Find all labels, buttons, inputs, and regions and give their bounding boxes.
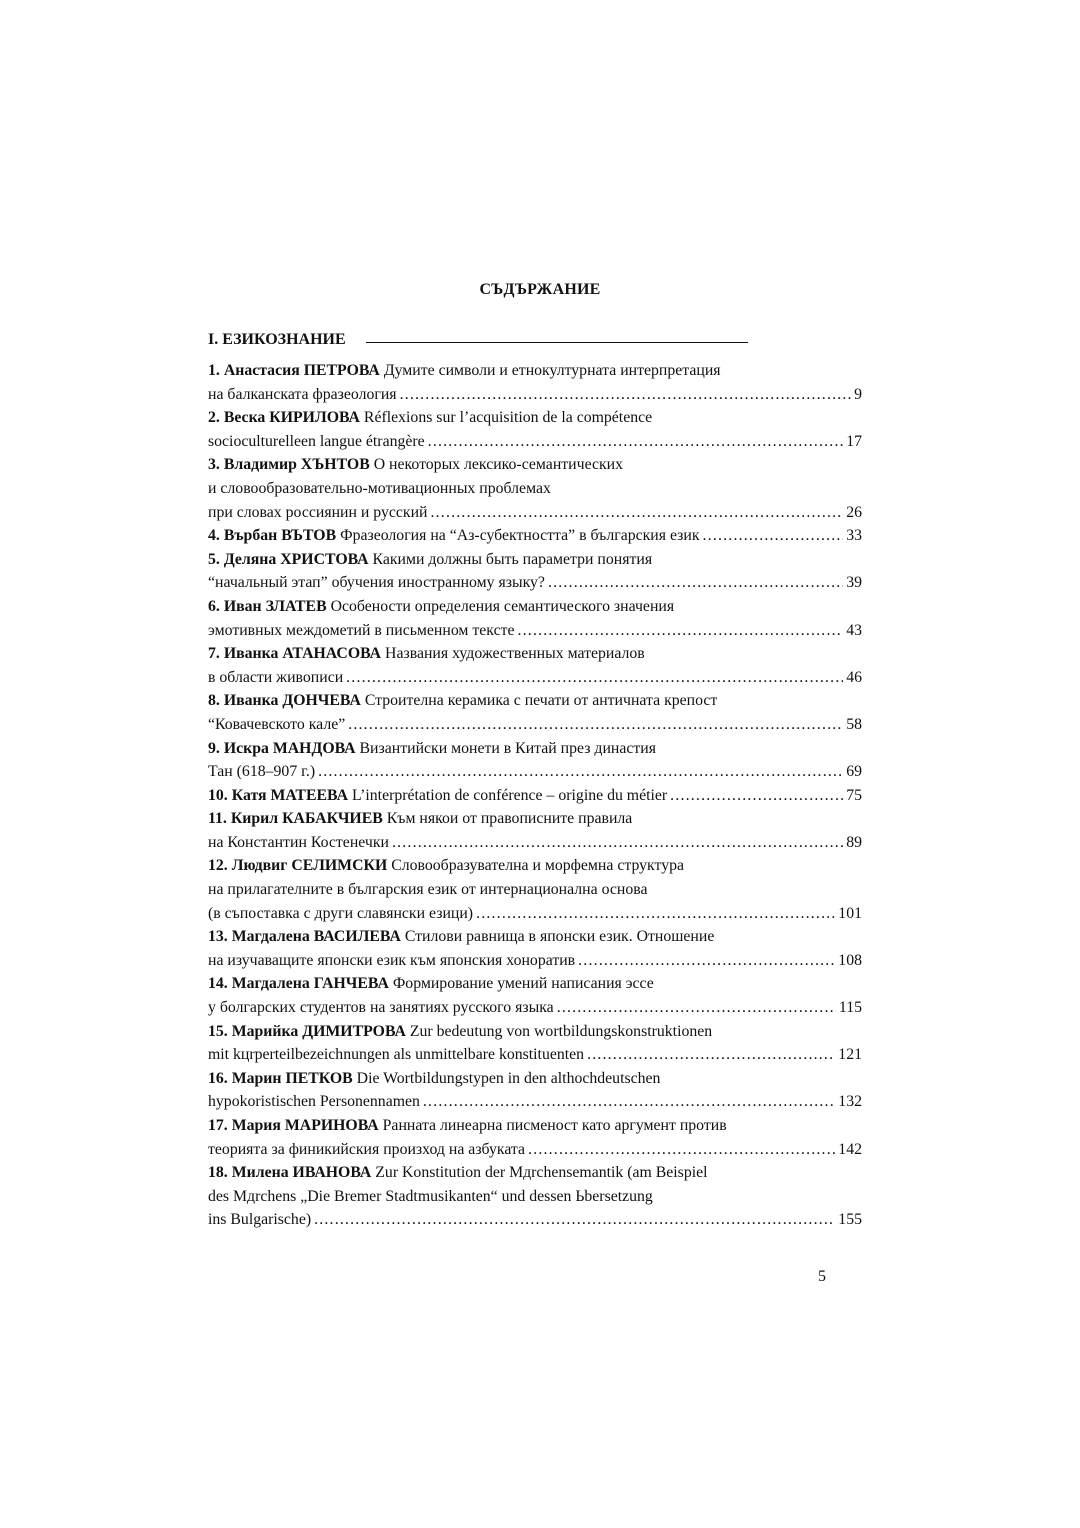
- entry-author: Иванка АТАНАСОВА: [223, 645, 382, 663]
- entry-number: 5.: [208, 550, 220, 568]
- dot-leader: [431, 501, 844, 525]
- toc-line-text: [208, 713, 345, 737]
- toc-entry: [208, 1161, 862, 1232]
- toc-line: [208, 453, 862, 477]
- toc-line-text: [208, 456, 623, 473]
- entry-title-line: на прилагателните в българския език от интернационална основа: [208, 881, 648, 899]
- entry-number: 14.: [208, 975, 228, 993]
- toc-line: [208, 595, 862, 619]
- entry-author: Иван ЗЛАТЕВ: [223, 597, 327, 615]
- entry-page-number: 33: [846, 527, 862, 545]
- entry-page-number: 43: [846, 621, 862, 639]
- entry-title-line: “начальный этап” обучения иностранному языку?: [208, 574, 545, 592]
- toc-line-text: [208, 760, 315, 784]
- toc-line: [208, 760, 862, 784]
- dot-leader: [318, 760, 843, 784]
- toc-entry: [208, 1067, 862, 1114]
- toc-line: [208, 996, 862, 1020]
- toc-entry: [208, 1020, 862, 1067]
- entry-number: 12.: [208, 857, 228, 875]
- toc-line-text: [208, 1188, 653, 1205]
- entry-number: 6.: [208, 597, 220, 615]
- entry-page-number: 9: [854, 385, 862, 403]
- toc-line: [208, 784, 862, 808]
- entry-page-number: 101: [838, 904, 862, 922]
- toc-line: [208, 1090, 862, 1114]
- entry-title-line: Тан (618–907 г.): [208, 763, 316, 781]
- entry-author: Върбан ВЪТОВ: [223, 527, 337, 545]
- page-number: 5: [818, 1268, 826, 1285]
- entry-number: 4.: [208, 527, 220, 545]
- entry-title-line: Какими должны быть параметри понятия: [372, 550, 653, 568]
- entry-author: Иванка ДОНЧЕВА: [223, 692, 361, 710]
- toc-line: [208, 1161, 862, 1185]
- toc-line-text: [208, 1023, 712, 1040]
- entry-author: Искра МАНДОВА: [223, 739, 356, 757]
- toc-line: [208, 501, 862, 525]
- toc-line: [208, 1114, 862, 1138]
- toc-line-text: [208, 1117, 727, 1134]
- dot-leader: [400, 383, 852, 407]
- toc-line: [208, 972, 862, 996]
- toc-entry: [208, 359, 862, 406]
- entry-page-number: 17: [846, 432, 862, 450]
- toc-line-text: [208, 831, 389, 855]
- entry-title-line: (в съпоставка с други славянски езици): [208, 904, 474, 922]
- toc-line: [208, 430, 862, 454]
- toc-line: [208, 737, 862, 761]
- entry-title-line: на изучаващите японски език към японския хоноратив: [208, 951, 576, 969]
- toc-line-text: [208, 881, 648, 898]
- toc-line-text: [208, 501, 428, 525]
- toc-line-text: [208, 409, 652, 426]
- toc-line: [208, 878, 862, 902]
- toc-line-text: [208, 902, 473, 926]
- dot-leader: [314, 1208, 835, 1232]
- toc-line: [208, 383, 862, 407]
- toc-line-text: [208, 598, 674, 615]
- entry-page-number: 132: [838, 1093, 862, 1111]
- toc-line-text: [208, 810, 632, 827]
- entry-title-line: des Mдrchens „Die Bremer Stadtmusikanten“ und dessen Ьbersetzung: [208, 1187, 653, 1205]
- entry-title-line: Византийски монети в Китай през династия: [359, 739, 657, 757]
- toc-line-text: [208, 1090, 420, 1114]
- toc-line-text: [208, 524, 700, 548]
- dot-leader: [348, 713, 843, 737]
- entry-number: 9.: [208, 739, 220, 757]
- toc-line-text: [208, 1208, 311, 1232]
- toc-line: [208, 925, 862, 949]
- entry-title-line: mit kцrperteilbezeichnungen als unmittelbare konstituenten: [208, 1046, 585, 1064]
- entry-number: 3.: [208, 456, 220, 474]
- entry-page-number: 115: [838, 999, 862, 1017]
- entry-page-number: 69: [846, 763, 862, 781]
- entry-title-line: Фразеология на “Аз-субектността” в българския език: [340, 527, 700, 545]
- toc-line: [208, 359, 862, 383]
- entry-title-line: Стилови равнища в японски език. Отношение: [404, 928, 715, 946]
- toc-entry: [208, 642, 862, 689]
- entry-title-line: L’interprétation de conférence – origine du métier: [351, 786, 668, 804]
- toc-entry: [208, 548, 862, 595]
- toc-line-text: [208, 362, 721, 379]
- entry-title-line: Към някои от правописните правила: [386, 810, 633, 828]
- toc-line-text: [208, 975, 654, 992]
- entry-title-line: эмотивных междометий в письменном тексте: [208, 621, 515, 639]
- entry-page-number: 142: [838, 1140, 862, 1158]
- entry-author: Деляна ХРИСТОВА: [223, 550, 369, 568]
- entry-title-line: при словах россиянин и русский: [208, 503, 428, 521]
- toc-line-text: [208, 551, 652, 568]
- entry-title-line: Названия художественных материалов: [385, 645, 645, 663]
- toc-line: [208, 902, 862, 926]
- entry-page-number: 58: [846, 715, 862, 733]
- entry-title-line: hypokoristischen Personennamen: [208, 1093, 420, 1111]
- toc-entry: [208, 854, 862, 925]
- toc-line: [208, 854, 862, 878]
- toc-line: [208, 831, 862, 855]
- entry-number: 2.: [208, 409, 220, 427]
- toc-line: [208, 477, 862, 501]
- toc-line-text: [208, 571, 545, 595]
- dot-leader: [703, 524, 844, 548]
- entry-number: 11.: [208, 810, 227, 828]
- toc-line: [208, 1185, 862, 1209]
- dot-leader: [518, 619, 844, 643]
- toc-line: [208, 1067, 862, 1091]
- toc-entry: [208, 406, 862, 453]
- dot-leader: [476, 902, 835, 926]
- toc-entry: [208, 972, 862, 1019]
- entry-author: Милена ИВАНОВА: [231, 1164, 372, 1182]
- toc-line: [208, 406, 862, 430]
- toc-entry: [208, 453, 862, 524]
- toc-line: [208, 642, 862, 666]
- entry-author: Владимир ХЪНТОВ: [223, 456, 370, 474]
- toc-line-text: [208, 740, 656, 757]
- dot-leader: [392, 831, 843, 855]
- entry-author: Марийка ДИМИТРОВА: [231, 1022, 406, 1040]
- toc-entry: [208, 595, 862, 642]
- toc-line-text: [208, 857, 684, 874]
- toc-entry: [208, 784, 862, 808]
- entry-title-line: socioculturelleen langue étrangère: [208, 432, 425, 450]
- toc-line: [208, 1208, 862, 1232]
- dot-leader: [423, 1090, 835, 1114]
- toc-line-text: [208, 949, 575, 973]
- entry-page-number: 46: [846, 668, 862, 686]
- entry-author: Катя МАТЕЕВА: [231, 786, 348, 804]
- entry-number: 7.: [208, 645, 220, 663]
- toc-line-text: [208, 666, 343, 690]
- toc-line-text: [208, 692, 717, 709]
- toc-line: [208, 949, 862, 973]
- entry-author: Кирил КАБАКЧИЕВ: [230, 810, 383, 828]
- toc-line-text: [208, 619, 515, 643]
- section-label: I. ЕЗИКОЗНАНИЕ: [208, 331, 346, 348]
- entry-author: Магдалена ВАСИЛЕВА: [231, 928, 401, 946]
- entry-title-line: ins Bulgarische): [208, 1211, 312, 1229]
- entry-page-number: 89: [846, 833, 862, 851]
- toc-line-text: [208, 430, 425, 454]
- toc-line: [208, 1138, 862, 1162]
- dot-leader: [587, 1043, 835, 1067]
- toc-line-text: [208, 383, 397, 407]
- dot-leader: [428, 430, 844, 454]
- entry-title-line: Формирование умений написания эссе: [392, 975, 654, 993]
- toc-line: [208, 666, 862, 690]
- entry-page-number: 108: [838, 951, 862, 969]
- entry-title-line: у болгарских студентов на занятиях русского языка: [208, 999, 554, 1017]
- entry-page-number: 26: [846, 503, 862, 521]
- entry-page-number: 121: [838, 1046, 862, 1064]
- toc-line: [208, 1020, 862, 1044]
- toc-line-text: [208, 928, 714, 945]
- section-heading: [208, 325, 768, 349]
- entry-title-line: Строителна керамика с печати от античната крепост: [364, 692, 718, 710]
- entry-title-line: Zur Konstitution der Mдrchensemantik (am Beispiel: [375, 1164, 708, 1182]
- toc-line-text: [208, 996, 554, 1020]
- toc-line-text: [208, 1164, 708, 1181]
- entry-number: 8.: [208, 692, 220, 710]
- entry-title-line: Réflexions sur l’acquisition de la compétence: [363, 409, 653, 427]
- entry-number: 18.: [208, 1164, 228, 1182]
- toc-line: [208, 524, 862, 548]
- toc-line: [208, 619, 862, 643]
- entry-title-line: на балканската фразеология: [208, 385, 397, 403]
- toc-line-text: [208, 1138, 525, 1162]
- dot-leader: [557, 996, 836, 1020]
- entry-number: 17.: [208, 1117, 228, 1134]
- page-title: СЪДЪРЖАНИЕ: [479, 281, 601, 298]
- entry-author: Магдалена ГАНЧЕВА: [231, 975, 389, 993]
- entry-author: Марин ПЕТКОВ: [231, 1069, 353, 1087]
- entry-title-line: Особености определения семантического значения: [330, 597, 675, 615]
- toc-line-text: [208, 645, 645, 662]
- dot-leader: [548, 571, 843, 595]
- entry-number: 15.: [208, 1022, 228, 1040]
- toc-entry: [208, 737, 862, 784]
- dot-leader: [346, 666, 843, 690]
- entry-title-line: Думите символи и етнокултурната интерпретация: [383, 362, 721, 379]
- entry-title-line: О некоторых лексико-семантических: [373, 456, 624, 474]
- entry-title-line: на Константин Костенечки: [208, 833, 389, 851]
- entry-title-line: теорията за финикийския произход на азбуката: [208, 1140, 526, 1158]
- entry-number: 10.: [208, 786, 228, 804]
- entry-page-number: 39: [846, 574, 862, 592]
- entry-author: Мария МАРИНОВА: [231, 1117, 379, 1134]
- entry-page-number: 75: [846, 786, 862, 804]
- entry-title-line: Ранната линеарна писменост като аргумент против: [382, 1117, 727, 1134]
- dot-leader: [670, 784, 843, 808]
- entry-number: 1.: [208, 362, 220, 379]
- toc-entry: [208, 807, 862, 854]
- entry-title-line: в области живописи: [208, 668, 344, 686]
- table-of-contents: [208, 359, 862, 1232]
- toc-entry: [208, 689, 862, 736]
- entry-title-line: Zur bedeutung von wortbildungskonstruktionen: [409, 1022, 713, 1040]
- toc-line: [208, 689, 862, 713]
- toc-line: [208, 571, 862, 595]
- entry-author: Веска КИРИЛОВА: [223, 409, 360, 427]
- entry-number: 13.: [208, 928, 228, 946]
- entry-title-line: и словообразовательно-мотивационных проблемах: [208, 479, 551, 497]
- entry-title-line: Словообразувателна и морфемна структура: [391, 857, 685, 875]
- toc-line-text: [208, 784, 667, 808]
- toc-entry: [208, 1114, 862, 1161]
- dot-leader: [528, 1138, 835, 1162]
- toc-line-text: [208, 1043, 584, 1067]
- section-rule: [366, 342, 748, 343]
- entry-title-line: “Ковачевското кале”: [208, 715, 346, 733]
- entry-title-line: Die Wortbildungstypen in den althochdeutschen: [356, 1069, 661, 1087]
- entry-author: Анастасия ПЕТРОВА: [223, 362, 380, 379]
- toc-line: [208, 807, 862, 831]
- entry-page-number: 155: [838, 1211, 862, 1229]
- entry-author: Людвиг СЕЛИМСКИ: [231, 857, 388, 875]
- toc-line: [208, 713, 862, 737]
- toc-line-text: [208, 1070, 660, 1087]
- toc-entry: [208, 524, 862, 548]
- toc-line: [208, 1043, 862, 1067]
- entry-number: 16.: [208, 1069, 228, 1087]
- toc-line: [208, 548, 862, 572]
- toc-entry: [208, 925, 862, 972]
- toc-line-text: [208, 480, 551, 497]
- dot-leader: [578, 949, 835, 973]
